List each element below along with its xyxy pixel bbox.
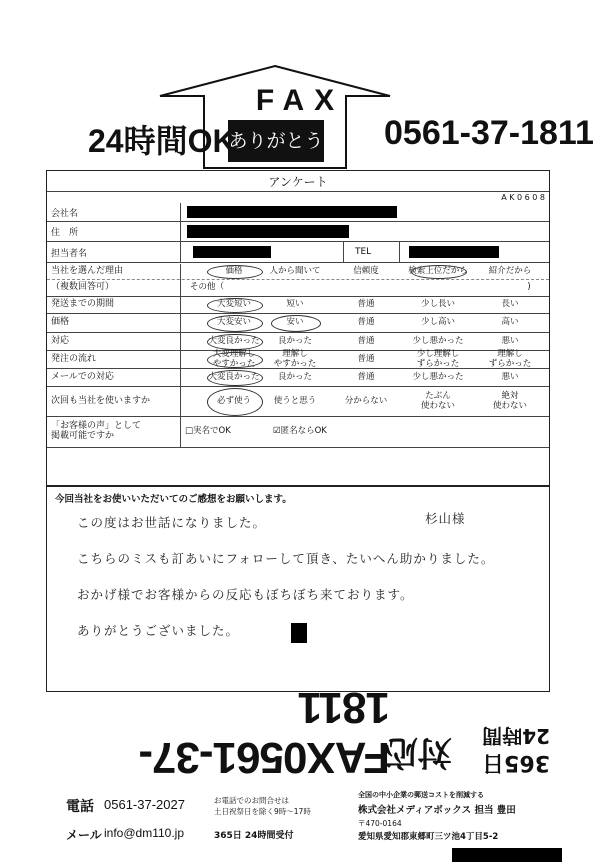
comment-line-4: ありがとうございました。 (77, 623, 240, 638)
footer-address: 愛知県愛知郡東郷町三ツ池4丁目5-2 (358, 832, 499, 842)
survey-option[interactable]: 大変良かった (208, 335, 260, 346)
footer-banner (60, 683, 560, 786)
arigatou-text: ありがとう (228, 130, 324, 152)
survey-option[interactable]: 理解し やすかった (273, 349, 317, 369)
survey-row (47, 417, 549, 448)
selected-circle (207, 388, 263, 416)
footer-24h: 24時間 (482, 724, 550, 748)
survey-option[interactable]: 高い (501, 317, 519, 328)
survey-option[interactable]: 少し高い (420, 317, 455, 328)
survey-row (47, 387, 549, 417)
footer-tel: 0561-37-2027 (104, 797, 185, 812)
survey-option[interactable]: 普通 (357, 317, 375, 328)
form-title: アンケート (268, 175, 328, 189)
address-row (47, 222, 549, 242)
survey-option[interactable]: 使うと思う (273, 395, 317, 406)
survey-row-label: 発送までの期間 (47, 297, 181, 313)
survey-row (47, 369, 549, 387)
footer-phone-note-1: お電話でのお問合せは (214, 796, 289, 805)
footer-tel-label: 電話 (66, 799, 94, 815)
survey-option[interactable]: 分からない (344, 395, 388, 406)
survey-option[interactable]: 短い (286, 299, 304, 310)
redacted-tel (409, 246, 499, 258)
comment-line-3: おかげ様でお客様からの反応もぼちぼち来ております。 (77, 587, 414, 602)
person-row (47, 242, 549, 263)
selected-circle (207, 315, 263, 332)
survey-option[interactable]: 大変理解し やすかった (212, 349, 256, 369)
footer-phone-note-2: 土日祝祭日を除く9時〜17時 (214, 807, 311, 816)
selected-circle (207, 334, 263, 350)
redacted-company (187, 206, 397, 218)
survey-form (46, 170, 550, 486)
survey-row-label: 「お客様の声」として 掲載可能ですか (47, 417, 181, 447)
survey-option[interactable]: 大変良かった (208, 371, 260, 382)
footer-tagline: 全国の中小企業の郵送コストを削減する (358, 791, 484, 799)
address-label: 住 所 (47, 222, 181, 241)
survey-option[interactable]: その他（ (189, 281, 224, 292)
survey-row (47, 264, 549, 280)
footer-fax-number: FAX0561-37-1811 (139, 683, 390, 782)
survey-option[interactable]: 紹介だから (488, 265, 532, 276)
survey-row (47, 279, 549, 297)
header-phone: 0561-37-1811 (384, 114, 594, 152)
fax-label: FAX (255, 84, 345, 117)
survey-option[interactable]: 人から聞いて (269, 265, 321, 276)
survey-row (47, 297, 549, 314)
survey-option[interactable]: 長い (501, 299, 519, 310)
footer-taio: 対応 (384, 732, 452, 772)
form-code: A K 0 6 0 8 (501, 193, 545, 202)
survey-option[interactable]: 少し悪かった (412, 335, 464, 346)
redacted-stamp (291, 623, 307, 643)
footer-company: 株式会社メディアボックス 担当 豊田 (358, 805, 516, 816)
footer-mail-note: 365日 24時間受付 (214, 831, 294, 841)
survey-option[interactable]: 安い (286, 317, 304, 328)
comment-line-1: この度はお世話になりました。 (77, 515, 267, 530)
survey-option[interactable]: 普通 (357, 335, 375, 346)
survey-option[interactable]: 悪い (501, 335, 519, 346)
survey-option[interactable]: ☑匿名ならOK (273, 426, 327, 437)
selected-circle (207, 370, 263, 386)
survey-row-label: 価格 (47, 314, 181, 332)
survey-option[interactable]: □実名でOK (185, 426, 231, 437)
signature: 杉山様 (425, 511, 466, 526)
footer-zip: 〒470-0164 (358, 819, 402, 828)
comment-line-2: こちらのミスも訂あいにフォローして頂き、たいへん助かりました。 (77, 551, 495, 566)
survey-option[interactable]: 普通 (357, 371, 375, 382)
survey-row-label: 次回も当社を使いますか (47, 387, 181, 416)
redacted-person (193, 246, 271, 258)
survey-row (47, 351, 549, 369)
24h-ok-text: 24時間OK (88, 123, 236, 159)
form-title-row (47, 171, 549, 192)
survey-option[interactable]: 良かった (277, 335, 312, 346)
survey-option[interactable]: 少し理解し ずらかった (416, 349, 460, 369)
redacted-footer (452, 848, 562, 862)
survey-option[interactable]: 価格 (225, 265, 243, 276)
selected-circle (411, 265, 467, 279)
survey-option[interactable]: 普通 (357, 299, 375, 310)
survey-option[interactable]: ) (527, 281, 531, 292)
company-row (47, 203, 549, 222)
survey-option[interactable]: 少し長い (420, 299, 455, 310)
survey-row-label: （複数回答可） (47, 279, 181, 296)
survey-option[interactable]: 信頼度 (353, 265, 379, 276)
selected-circle (207, 265, 263, 279)
survey-row-label: メールでの対応 (47, 369, 181, 386)
survey-option[interactable]: 少し悪かった (412, 371, 464, 382)
survey-option[interactable]: たぶん 使わない (420, 391, 455, 411)
survey-row-label: 対応 (47, 333, 181, 350)
redacted-address (187, 225, 349, 238)
survey-row-label: 当社を選んだ理由 (47, 264, 181, 279)
survey-option[interactable]: 必ず使う (216, 395, 251, 406)
selected-circle (271, 315, 321, 332)
selected-circle (207, 298, 263, 313)
survey-option[interactable]: 大変安い (216, 317, 251, 328)
footer-mail-label: メール (66, 828, 102, 842)
comments-prompt: 今回当社をお使いいただいてのご感想をお願いします。 (55, 494, 292, 505)
footer-mail[interactable]: info@dm110.jp (104, 826, 185, 840)
survey-option[interactable]: 絶対 使わない (492, 391, 527, 411)
survey-row (47, 314, 549, 333)
footer-365: 365日 (482, 750, 550, 775)
survey-row-label: 発注の流れ (47, 351, 181, 368)
selected-circle (207, 352, 263, 368)
survey-option[interactable]: 悪い (501, 371, 519, 382)
survey-option[interactable]: 理解し ずらかった (488, 349, 532, 369)
survey-option[interactable]: 検索上位だから (408, 265, 468, 276)
company-label: 会社名 (47, 203, 181, 221)
survey-option[interactable]: 良かった (277, 371, 312, 382)
person-label: 担当者名 (47, 242, 181, 262)
tel-label: TEL (355, 247, 372, 257)
comments-box (46, 486, 550, 692)
survey-option[interactable]: 普通 (357, 353, 375, 364)
survey-option[interactable]: 大変短い (216, 299, 251, 310)
